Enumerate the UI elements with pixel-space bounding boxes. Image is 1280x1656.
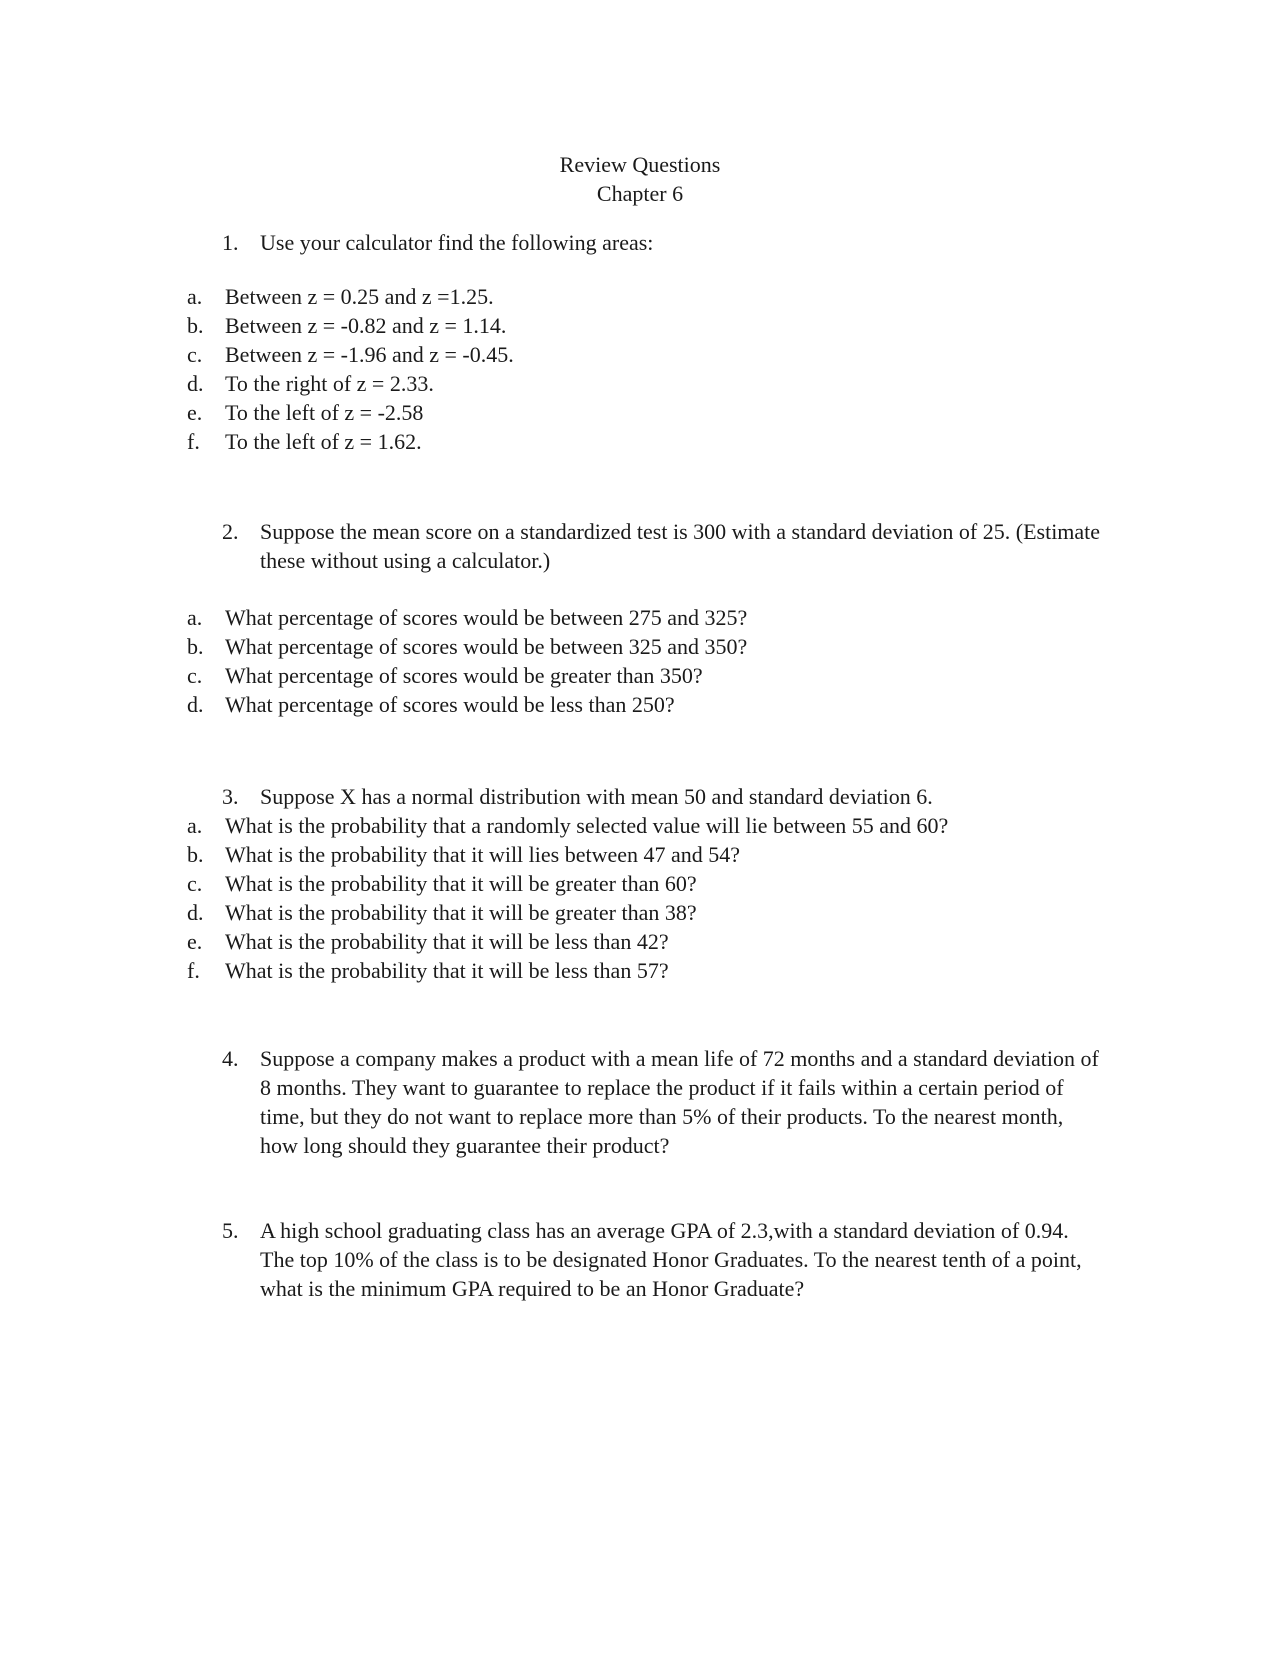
page-title: Review Questions: [559, 152, 721, 177]
list-item: [187, 340, 1087, 369]
item-letter: b.: [187, 842, 204, 867]
list-item: [187, 632, 1087, 661]
question-text: A high school graduating class has an average GPA of 2.3,with a standard deviation of 0.94. The top 10% of the class is to be designated Honor Graduates. To the nearest tenth of a point, what is the minimum GPA required to be an Honor Graduate?: [260, 1218, 1082, 1301]
list-item: [187, 398, 1087, 427]
question-number: 4.: [222, 1046, 239, 1071]
item-letter: b.: [187, 634, 204, 659]
list-item: [187, 661, 1087, 690]
question-1-parts: [187, 282, 1087, 456]
question-text: Suppose a company makes a product with a mean life of 72 months and a standard deviation of 8 months. They want to guarantee to replace the product if it fails within a certain period of time, but they do not want to replace more than 5% of their products. To the nearest month, how long should they guarantee their product?: [260, 1046, 1099, 1158]
item-letter: c.: [187, 871, 203, 896]
list-item: [187, 869, 1087, 898]
question-text: Suppose the mean score on a standardized test is 300 with a standard deviation of 25. (Estimate these without using a calculator.): [260, 519, 1101, 573]
list-item: [187, 927, 1087, 956]
item-letter: a.: [187, 605, 203, 630]
item-text: To the left of z = -2.58: [225, 400, 424, 425]
item-letter: c.: [187, 663, 203, 688]
question-text: Suppose X has a normal distribution with mean 50 and standard deviation 6.: [260, 784, 933, 809]
question-2-parts: [187, 603, 1087, 719]
item-text: What is the probability that it will lies between 47 and 54?: [225, 842, 741, 867]
item-text: What percentage of scores would be between 325 and 350?: [225, 634, 748, 659]
item-text: What is the probability that a randomly selected value will lie between 55 and 60?: [225, 813, 949, 838]
list-item: [187, 690, 1087, 719]
question-text: Use your calculator find the following areas:: [260, 230, 654, 255]
item-letter: e.: [187, 400, 203, 425]
item-text: What is the probability that it will be less than 42?: [225, 929, 669, 954]
question-4: [222, 1044, 1102, 1160]
item-letter: f.: [187, 429, 200, 454]
item-letter: b.: [187, 313, 204, 338]
item-letter: f.: [187, 958, 200, 983]
question-3-parts: [187, 811, 1087, 985]
list-item: [187, 369, 1087, 398]
item-letter: d.: [187, 371, 204, 396]
question-number: 3.: [222, 784, 239, 809]
item-text: What is the probability that it will be less than 57?: [225, 958, 669, 983]
question-number: 5.: [222, 1218, 239, 1243]
list-item: [187, 811, 1087, 840]
item-letter: c.: [187, 342, 203, 367]
title-block: [0, 150, 1280, 208]
item-text: What is the probability that it will be greater than 60?: [225, 871, 697, 896]
item-text: What is the probability that it will be greater than 38?: [225, 900, 697, 925]
list-item: [187, 840, 1087, 869]
list-item: [187, 603, 1087, 632]
list-item: [187, 311, 1087, 340]
item-text: Between z = 0.25 and z =1.25.: [225, 284, 494, 309]
item-letter: a.: [187, 284, 203, 309]
item-text: To the right of z = 2.33.: [225, 371, 434, 396]
item-text: What percentage of scores would be between 275 and 325?: [225, 605, 748, 630]
item-letter: d.: [187, 692, 204, 717]
item-text: To the left of z = 1.62.: [225, 429, 422, 454]
item-letter: a.: [187, 813, 203, 838]
item-text: What percentage of scores would be greater than 350?: [225, 663, 703, 688]
question-5: [222, 1216, 1102, 1303]
item-text: Between z = -0.82 and z = 1.14.: [225, 313, 507, 338]
question-3: [222, 782, 1102, 811]
question-1: [222, 228, 1102, 257]
question-2: [222, 517, 1102, 575]
item-text: Between z = -1.96 and z = -0.45.: [225, 342, 514, 367]
question-number: 1.: [222, 230, 239, 255]
item-letter: d.: [187, 900, 204, 925]
list-item: [187, 898, 1087, 927]
question-number: 2.: [222, 519, 239, 544]
page-subtitle: Chapter 6: [596, 181, 684, 206]
item-text: What percentage of scores would be less than 250?: [225, 692, 675, 717]
list-item: [187, 282, 1087, 311]
item-letter: e.: [187, 929, 203, 954]
list-item: [187, 427, 1087, 456]
list-item: [187, 956, 1087, 985]
